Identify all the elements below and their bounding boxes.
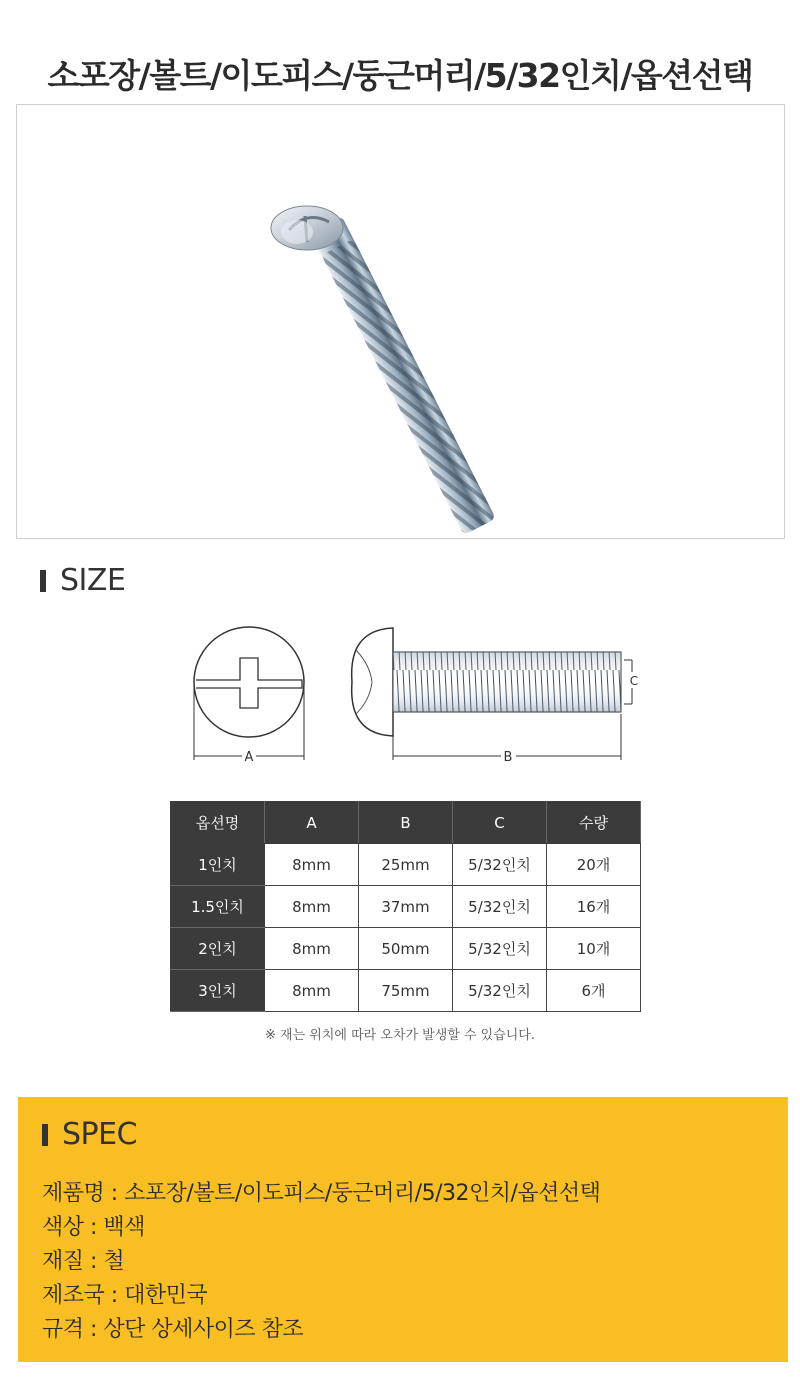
cell-a: 8mm [265,928,359,970]
size-section-heading [40,563,125,598]
header-b: B [359,802,453,844]
cell-option: 3인치 [171,970,265,1012]
header-qty: 수량 [547,802,641,844]
cell-b: 50mm [359,928,453,970]
dimension-a-label: A [244,750,254,765]
size-heading-text: SIZE [60,563,126,598]
spec-material: 재질 : 철 [42,1249,125,1274]
bolt-dimension-diagram [0,610,800,780]
spec-panel [18,1097,788,1362]
page-title: 소포장/볼트/이도피스/둥근머리/5/32인치/옵션선택 [47,56,753,95]
cell-c: 5/32인치 [453,970,547,1012]
cell-qty: 10개 [547,928,641,970]
dimension-b-label: B [503,750,513,765]
cell-b: 37mm [359,886,453,928]
table-row [171,928,641,970]
spec-list [42,1177,600,1347]
size-table [170,801,641,1012]
cell-c: 5/32인치 [453,928,547,970]
cell-qty: 6개 [547,970,641,1012]
cell-option: 1.5인치 [171,886,265,928]
bolt-head-front-view [194,627,304,760]
spec-section-heading [42,1117,137,1152]
table-header-row [171,802,641,844]
cell-a: 8mm [265,970,359,1012]
spec-country: 제조국 : 대한민국 [42,1283,208,1308]
cell-c: 5/32인치 [453,844,547,886]
table-row [171,970,641,1012]
spec-heading-text: SPEC [62,1117,138,1152]
cell-option: 1인치 [171,844,265,886]
heading-bar-icon [40,570,46,592]
spec-dimensions: 규격 : 상단 상세사이즈 참조 [42,1317,304,1342]
cell-option: 2인치 [171,928,265,970]
dimension-c-label: C [629,674,639,688]
cell-c: 5/32인치 [453,886,547,928]
table-row [171,844,641,886]
header-c: C [453,802,547,844]
spec-color: 색상 : 백색 [42,1215,145,1240]
cell-qty: 16개 [547,886,641,928]
table-row [171,886,641,928]
bolt-photo-image [17,105,784,538]
spec-product-name: 제품명 : 소포장/볼트/이도피스/둥근머리/5/32인치/옵션선택 [42,1181,601,1206]
bolt-side-view [352,628,632,760]
cell-b: 25mm [359,844,453,886]
product-photo [16,104,785,539]
cell-b: 75mm [359,970,453,1012]
header-a: A [265,802,359,844]
cell-a: 8mm [265,844,359,886]
header-option: 옵션명 [171,802,265,844]
cell-a: 8mm [265,886,359,928]
measurement-note: ※ 재는 위치에 따라 오차가 발생할 수 있습니다. [265,1028,535,1043]
cell-qty: 20개 [547,844,641,886]
heading-bar-icon [42,1124,48,1146]
